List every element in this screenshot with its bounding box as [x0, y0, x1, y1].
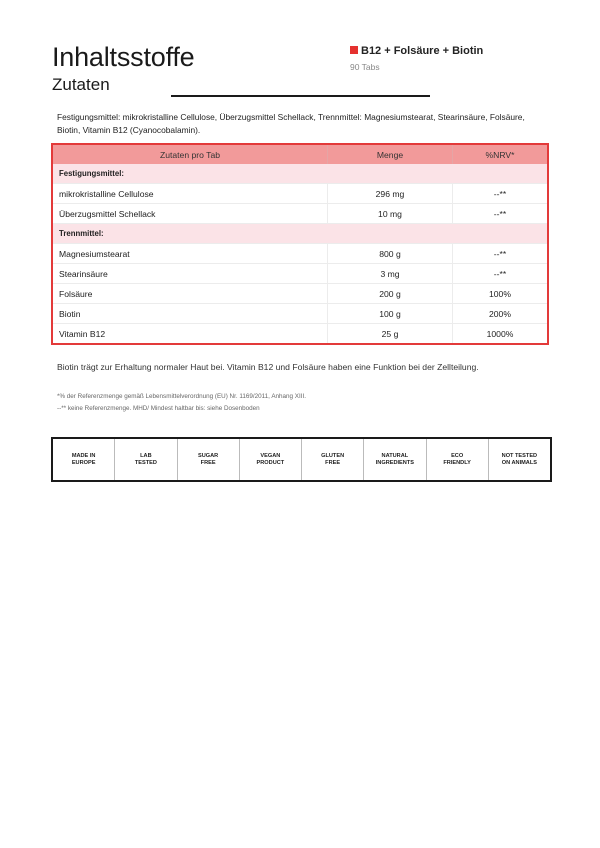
title-divider [171, 95, 430, 97]
badge-made-in-europe: MADE IN EUROPE [53, 439, 115, 480]
footnote-nrv: *% der Referenzmenge gemäß Lebensmittelverordnung (EU) Nr. 1169/2011, Anhang XIII. [57, 393, 306, 400]
table-row [52, 324, 548, 345]
badge-vegan-product: VEGAN PRODUCT [240, 439, 302, 480]
badge-not-tested-on-animals: NOT TESTED ON ANIMALS [501, 452, 538, 466]
table-row [52, 264, 548, 284]
ingredient-amount: 10 mg [328, 204, 453, 224]
ingredient-nrv: --** [453, 264, 549, 284]
group-row [52, 224, 548, 244]
ingredient-nrv: 200% [453, 304, 549, 324]
badge-gluten-free: GLUTEN FREE [302, 439, 364, 480]
ingredient-name: Folsäure [52, 284, 328, 304]
product-color-square-icon [350, 46, 358, 54]
table-header-row [52, 144, 548, 164]
quality-badges [51, 437, 552, 482]
badge-sugar-free: SUGAR FREE [178, 439, 240, 480]
product-name: B12 + Folsäure + Biotin [361, 45, 484, 57]
ingredient-nrv: --** [453, 204, 549, 224]
product-size: 90 Tabs [350, 62, 380, 72]
ingredient-nrv: 100% [453, 284, 549, 304]
ingredient-name: Überzugsmittel Schellack [52, 204, 328, 224]
ingredient-amount: 25 g [328, 324, 453, 345]
column-header-nrv: %NRV* [453, 144, 549, 164]
group-label: Festigungsmittel: [52, 164, 548, 184]
ingredient-name: Biotin [52, 304, 328, 324]
ingredient-name: Stearinsäure [52, 264, 328, 284]
badge-natural-ingredients: NATURAL INGREDIENTS [364, 439, 426, 480]
column-header-ingredient: Zutaten pro Tab [52, 144, 328, 164]
ingredient-amount: 800 g [328, 244, 453, 264]
table-row [52, 284, 548, 304]
ingredient-amount: 100 g [328, 304, 453, 324]
group-row [52, 164, 548, 184]
ingredient-amount: 296 mg [328, 184, 453, 204]
badge-lab-tested: LAB TESTED [115, 439, 177, 480]
ingredient-nrv: --** [453, 184, 549, 204]
ingredient-amount: 3 mg [328, 264, 453, 284]
page-subtitle: Zutaten [52, 75, 110, 94]
ingredients-text: Festigungsmittel: mikrokristalline Cellulose, Überzugsmittel Schellack, Trennmittel: Magnesiumstearat, Stearinsäure, Folsäure, Biotin, Vitamin B12 (Cyanocobalamin). [57, 112, 525, 135]
page-title: Inhaltsstoffe [52, 42, 195, 72]
ingredient-nrv: --** [453, 244, 549, 264]
ingredient-amount: 200 g [328, 284, 453, 304]
health-claim: Biotin trägt zur Erhaltung normaler Haut bei. Vitamin B12 und Folsäure haben eine Funktion bei der Zellteilung. [57, 362, 479, 372]
ingredient-nrv: 1000% [453, 324, 549, 345]
column-header-amount: Menge [328, 144, 453, 164]
nutrition-table [51, 143, 549, 345]
footnote-reference: --** keine Referenzmenge. MHD/ Mindest haltbar bis: siehe Dosenboden [57, 405, 260, 412]
ingredient-name: Vitamin B12 [52, 324, 328, 345]
table-row [52, 304, 548, 324]
product-label [350, 41, 483, 72]
group-label: Trennmittel: [52, 224, 548, 244]
badge-eco-friendly: ECO FRIENDLY [427, 439, 489, 480]
table-row [52, 244, 548, 264]
table-row [52, 204, 548, 224]
table-row [52, 184, 548, 204]
ingredient-name: Magnesiumstearat [52, 244, 328, 264]
ingredient-name: mikrokristalline Cellulose [52, 184, 328, 204]
